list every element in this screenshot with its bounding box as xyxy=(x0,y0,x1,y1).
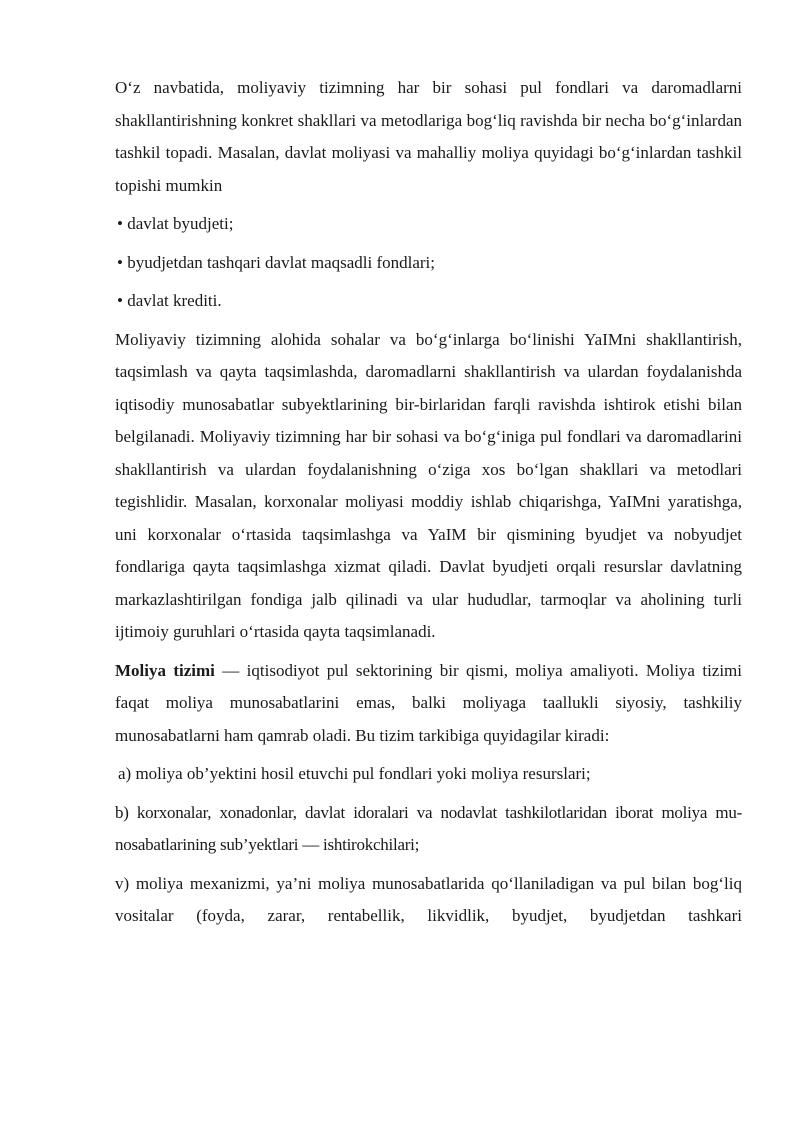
paragraph-intro: O‘z navbatida, moliyaviy tizimning har bir sohasi pul fondlari va daromadlarni shakllantirishning konkret shakllari va metodlariga bog‘liq ravishda bir necha bo‘g‘inlardan tashkil topadi. Masalan, davlat moliyasi va mahalliy moliya quyidagi bo‘g‘inlardan tashkil topishi mumkin xyxy=(115,78,742,195)
document-page xyxy=(115,72,742,933)
list-item-extrabudgetary-funds: • byudjetdan tashqari davlat maqsadli fondlari; xyxy=(117,252,436,272)
list-item-v: v) moliya mexanizmi, ya’ni moliya munosabatlarida qo‘llaniladigan va pul bilan bog‘liq vositalar (foyda, zarar, rentabellik, likvidlik, byudjet, byudjetdan tashkari xyxy=(115,873,742,925)
list-item-a: a) moliya ob’yektini hosil etuvchi pul fondlari yoki moliya resurslari; xyxy=(118,764,591,783)
paragraph-system-division: Moliyaviy tizimning alohida sohalar va bo‘g‘inlarga bo‘linishi YaIMni shakllantirish, taqsimlash va qayta taqsimlashda, daromadlarni shakllantirish va ulardan foydalanishda iqtisodiy munosabatlar subyektlarining bir-birlaridan farqli ravishda ishtirok etishi bilan belgilanadi. Moliyaviy tizimning har bir sohasi va bo‘g‘iniga pul fondlari va daromadlarini shakllantirish va ulardan foydalanishning o‘ziga xos bo‘lgan shakllari va metodlari tegishlidir. Masalan, korxonalar moliyasi moddiy ishlab chiqarishga, YaIMni yaratishga, uni korxonalar o‘rtasida taqsimlashga va YaIM bir qismining byudjet va nobyudjet fondlariga qayta taqsimlashga xizmat qiladi. Davlat byudjeti orqali resurslar davlatning markazlashtirilgan fondiga jalb qilinadi va ular hududlar, tarmoqlar va aholining turli ijtimoiy guruhlari o‘rtasida qayta taqsimlanadi. xyxy=(115,329,742,641)
list-item-state-budget: • davlat byudjeti; xyxy=(117,214,234,233)
definition-text: — iqtisodiyot pul sektorining bir qismi, moliya amaliyoti. Moliya tizimi faqat moliya munosabatlarini emas, balki moliyaga taallukli siyosiy, tashkiliy munosabatlarni ham qamrab oladi. Bu tizim tarkibiga quyidagilar kiradi: xyxy=(115,660,743,745)
list-item-b: b) korxonalar, xonadonlar, davlat idoralari va nodavlat tashkilotlaridan iborat moliya mu-nosabatlarining sub’yektlari — ishtirokchilari; xyxy=(115,802,742,854)
term-moliya-tizimi: Moliya tizimi xyxy=(115,660,215,680)
list-item-state-credit: • davlat krediti. xyxy=(117,291,222,310)
paragraph-definition xyxy=(115,655,742,753)
